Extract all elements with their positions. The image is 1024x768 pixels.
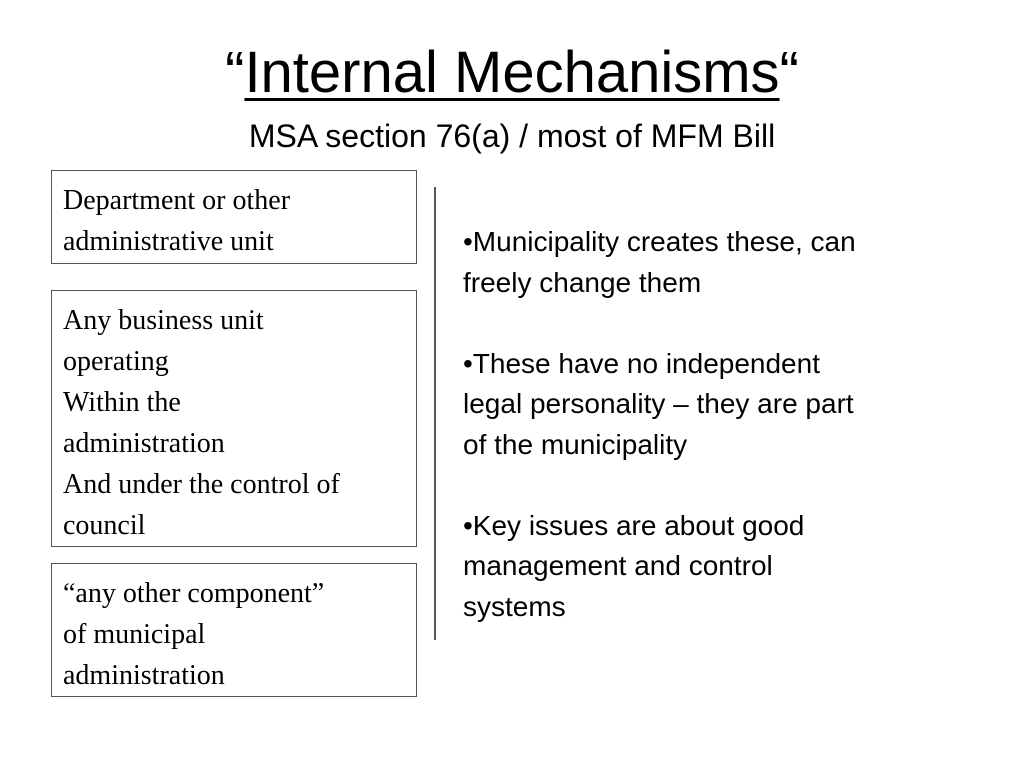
vertical-divider <box>434 187 436 640</box>
box-line: administration <box>63 428 225 459</box>
bullet-line: •Municipality creates these, can <box>463 226 856 257</box>
bullet-item <box>463 506 983 628</box>
bullet-line: legal personality – they are part <box>463 388 854 419</box>
box-line: Within the <box>63 387 181 418</box>
bullet-list <box>463 222 983 668</box>
bullet-line: management and control <box>463 550 773 581</box>
box-line: Department or other <box>63 185 291 216</box>
bullet-line: freely change them <box>463 266 702 298</box>
box-line: “any other component” <box>63 578 325 609</box>
box-line: council <box>63 510 146 541</box>
bullet-line: •Key issues are about good <box>463 509 805 541</box>
title-main-text: Internal Mechanisms <box>244 40 780 105</box>
box-line: administrative unit <box>63 226 274 257</box>
box-line: of municipal <box>63 619 206 650</box>
bullet-line: systems <box>463 590 566 622</box>
mechanism-box-business-unit <box>51 290 417 547</box>
slide-title <box>0 40 1024 106</box>
bullet-line: •These have no independent <box>463 347 820 379</box>
box-line: operating <box>63 346 169 377</box>
bullet-item <box>463 222 983 303</box>
box-line: Any business unit <box>63 305 264 336</box>
title-close-quote: “ <box>779 40 799 105</box>
bullet-item <box>463 344 983 466</box>
mechanism-box-department <box>51 170 417 264</box>
bullet-line: of the municipality <box>463 428 688 460</box>
mechanism-box-other-component <box>51 563 417 697</box>
box-line: And under the control of <box>63 469 340 500</box>
slide-subtitle: MSA section 76(a) / most of MFM Bill <box>248 118 776 154</box>
box-line: administration <box>63 660 225 691</box>
title-open-quote: “ <box>225 40 245 105</box>
